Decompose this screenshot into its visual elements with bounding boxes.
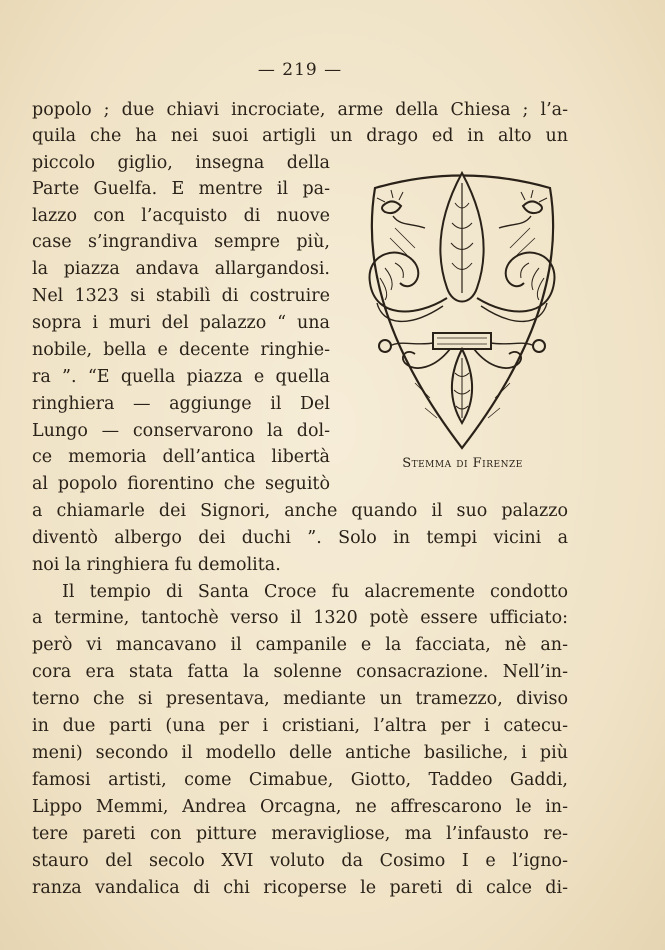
text-line: meni) secondo il modello delle antiche basiliche, i più — [32, 743, 568, 763]
text-line: tere pareti con pitture meravigliose, ma l’infausto re- — [32, 824, 568, 844]
lily-left-petal — [370, 253, 447, 312]
text-line: terno che si presentava, mediante un tramezzo, diviso — [32, 689, 568, 709]
text-line: ce memoria dell’antica libertà — [32, 447, 330, 467]
text-line: a chiamarle dei Signori, anche quando il suo palazzo — [32, 501, 568, 521]
lily-lower-right — [474, 349, 521, 368]
figure-caption: Stemma di Firenze — [402, 456, 523, 471]
text-line: noi la ringhiera fu demolita. — [32, 555, 281, 575]
text-line: Parte Guelfa. E mentre il pa- — [32, 179, 330, 199]
text-line: case s’ingrandiva sempre più, — [32, 232, 330, 252]
text-line: stauro del secolo XVI voluto da Cosimo I e l’igno- — [32, 851, 568, 871]
paragraph-first-line: Il tempio di Santa Croce fu alacremente condotto — [62, 582, 568, 602]
text-line: popolo ; due chiavi incrociate, arme della Chiesa ; l’a- — [32, 100, 568, 120]
text-line: ranza vandalica di chi ricoperse le pareti di calce di- — [32, 878, 568, 898]
text-line: ringhiera — aggiunge il Del — [32, 394, 330, 414]
text-line: cora era stata fatta la solenne consacrazione. Nell’in- — [32, 662, 568, 682]
text-line: quila che ha nei suoi artigli un drago ed in alto un — [32, 126, 568, 146]
florence-coat-of-arms-illustration — [355, 168, 570, 453]
text-line: Lungo — conservarono la dol- — [32, 421, 330, 441]
text-line: diventò albergo dei duchi ”. Solo in tempi vicini a — [32, 528, 568, 548]
text-line: in due parti (una per i cristiani, l’altra per i catecu- — [32, 716, 568, 736]
page-number: — 219 — — [257, 60, 343, 80]
text-line: famosi artisti, come Cimabue, Giotto, Taddeo Gaddi, — [32, 770, 568, 790]
text-line: al popolo fiorentino che seguitò — [32, 474, 330, 494]
text-line: Nel 1323 si stabilì di costruire — [32, 286, 330, 306]
text-line: nobile, bella e decente ringhie- — [32, 340, 330, 360]
lily-right-petal — [477, 253, 554, 312]
text-line: ra ”. “E quella piazza e quella — [32, 367, 330, 387]
text-line: sopra i muri del palazzo “ una — [32, 313, 330, 333]
text-line: piccolo giglio, insegna della — [32, 153, 330, 173]
text-line: a termine, tantochè verso il 1320 potè essere ufficiato: — [32, 608, 568, 628]
text-line: lazzo con l’acquisto di nuove — [32, 206, 330, 226]
lily-band — [433, 333, 491, 349]
text-line: però vi mancavano il campanile e la facciata, nè an- — [32, 635, 568, 655]
text-line: Lippo Memmi, Andrea Orcagna, ne affrescarono le in- — [32, 797, 568, 817]
text-line: la piazza andava allargandosi. — [32, 259, 330, 279]
